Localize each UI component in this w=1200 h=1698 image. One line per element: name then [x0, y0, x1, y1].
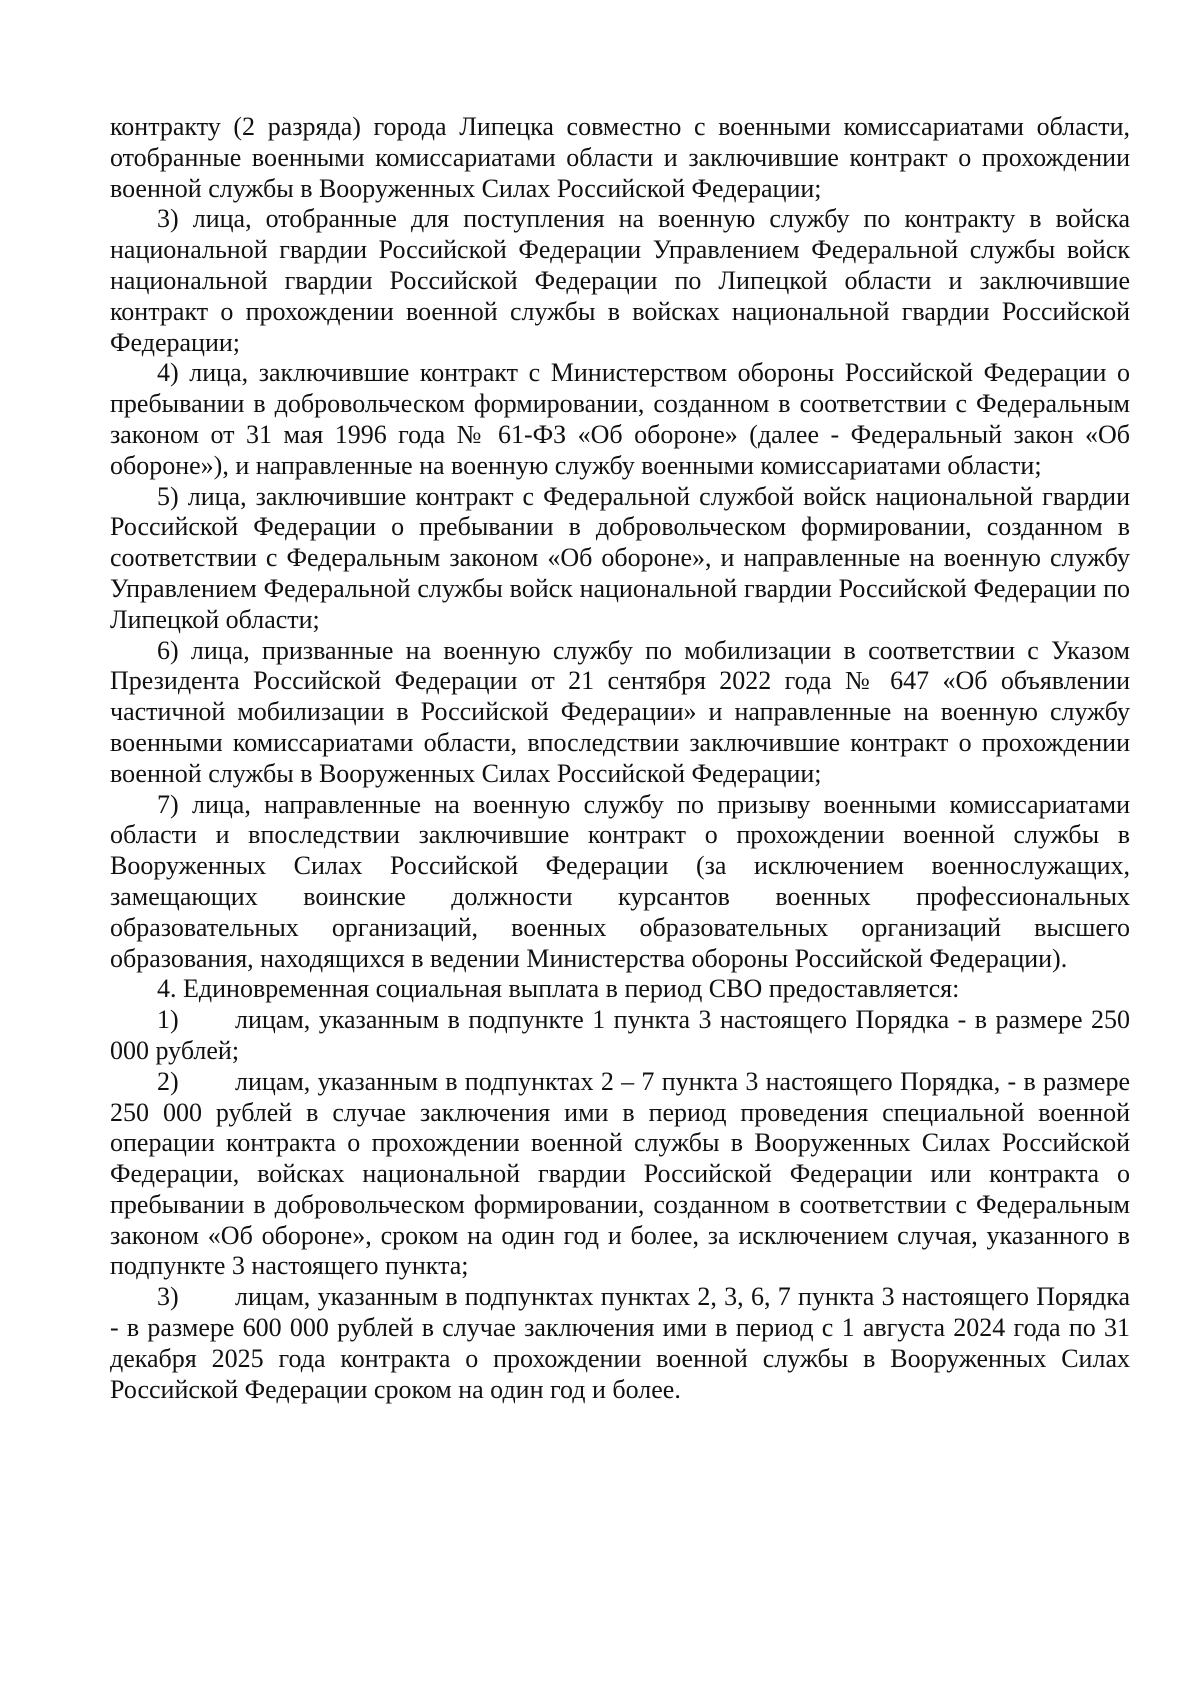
document-page	[110, 112, 1130, 1405]
subitem-text: лицам, указанным в подпунктах 2 – 7 пункта 3 настоящего Порядка, - в размере 250 000 рублей в случае заключения ими в период проведения специальной военной операции контракта о прохождении военной службы в Вооруженных Силах Российской Федерации, войсках национальной гвардии Российской Федерации или контракта о пребывании в добровольческом формировании, созданном в соответствии с Федеральным законом «Об обороне», сроком на один год и более, за исключением случая, указанного в подпункте 3 настоящего пункта;	[110, 1066, 1130, 1281]
paragraph-continuation: контракту (2 разряда) города Липецка совместно с военными комиссариатами области, отобранные военными комиссариатами области и заключившие контракт о прохождении военной службы в Вооруженных Силах Российской Федерации;	[110, 112, 1130, 203]
paragraph-item-3: 3) лица, отобранные для поступления на военную службу по контракту в войска национальной гвардии Российской Федерации Управлением Федеральной службы войск национальной гвардии Российской Федерации по Липецкой области и заключившие контракт о прохождении военной службы в войсках национальной гвардии Российской Федерации;	[110, 204, 1130, 357]
subitem-number: 1)	[157, 1005, 179, 1035]
subitem-2	[110, 1067, 1130, 1283]
subitem-text: лицам, указанным в подпункте 1 пункта 3 настоящего Порядка - в размере 250 000 рублей;	[110, 1005, 1130, 1065]
paragraph-item-4: 4) лица, заключившие контракт с Министерством обороны Российской Федерации о пребывании в добровольческом формировании, созданном в соответствии с Федеральным законом от 31 мая 1996 года № 61-ФЗ «Об обороне» (далее - Федеральный закон «Об обороне»), и направленные на военную службу военными комиссариатами области;	[110, 358, 1130, 480]
subitem-3	[110, 1282, 1130, 1405]
paragraph-item-6: 6) лица, призванные на военную службу по мобилизации в соответствии с Указом Президента Российской Федерации от 21 сентября 2022 года № 647 «Об объявлении частичной мобилизации в Российской Федерации» и направленные на военную службу военными комиссариатами области, впоследствии заключившие контракт о прохождении военной службы в Вооруженных Силах Российской Федерации;	[110, 635, 1130, 788]
paragraph-section-4: 4. Единовременная социальная выплата в период СВО предоставляется:	[157, 974, 960, 1004]
subitem-text: лицам, указанным в подпунктах пунктах 2, 3, 6, 7 пункта 3 настоящего Порядка - в размере 600 000 рублей в случае заключения ими в период с 1 августа 2024 года по 31 декабря 2025 года контракта о прохождении военной службы в Вооруженных Силах Российской Федерации сроком на один год и более.	[110, 1282, 1130, 1404]
paragraph-item-7: 7) лица, направленные на военную службу по призыву военными комиссариатами области и впоследствии заключившие контракт о прохождении военной службы в Вооруженных Силах Российской Федерации (за исключением военнослужащих, замещающих воинские должности курсантов военных профессиональных образовательных организаций, военных образовательных организаций высшего образования, находящихся в ведении Министерства обороны Российской Федерации).	[110, 789, 1130, 973]
subitem-number: 2)	[157, 1066, 179, 1096]
subitem-number: 3)	[157, 1282, 179, 1312]
subitem-1	[110, 1005, 1130, 1067]
paragraph-item-5: 5) лица, заключившие контракт с Федеральной службой войск национальной гвардии Российской Федерации о пребывании в добровольческом формировании, созданном в соответствии с Федеральным законом «Об обороне», и направленные на военную службу Управлением Федеральной службы войск национальной гвардии Российской Федерации по Липецкой области;	[110, 481, 1130, 634]
